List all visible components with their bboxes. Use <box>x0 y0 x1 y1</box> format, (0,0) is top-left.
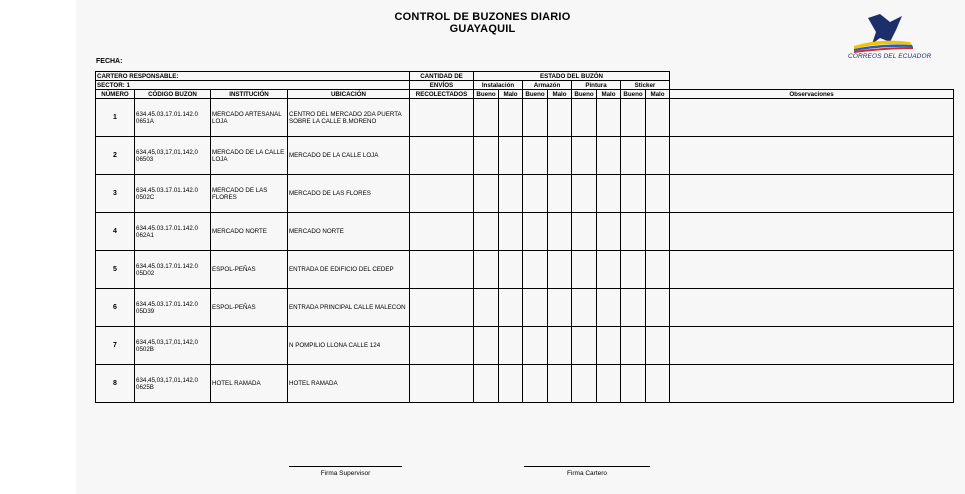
row-codigo: 634,45,03,17,01,142,0 06503 <box>135 137 211 175</box>
cartero-responsable-label: CARTERO RESPONSABLE: <box>96 72 410 81</box>
row-estado-cell <box>499 213 523 251</box>
row-estado-cell <box>474 175 499 213</box>
table-row <box>96 175 954 213</box>
firma-supervisor-label: Firma Supervisor <box>320 470 371 477</box>
row-numero: 6 <box>96 289 135 327</box>
row-estado-cell <box>621 213 646 251</box>
row-estado-cell <box>646 327 670 365</box>
correos-logo <box>850 12 960 62</box>
table-row <box>96 251 954 289</box>
row-estado-cell <box>499 137 523 175</box>
row-observaciones-cell <box>670 99 954 137</box>
row-estado-cell <box>621 175 646 213</box>
row-estado-cell <box>572 251 597 289</box>
row-estado-cell <box>474 289 499 327</box>
estado-group-instalacion: Instalación <box>474 81 523 90</box>
document-title-block <box>0 11 965 35</box>
row-estado-cell <box>597 251 621 289</box>
row-estado-cell <box>646 175 670 213</box>
row-institucion: MERCADO DE LA CALLE LOJA <box>211 137 288 175</box>
estado-group-pintura: Pintura <box>572 81 621 90</box>
row-observaciones-cell <box>670 213 954 251</box>
row-numero: 7 <box>96 327 135 365</box>
cantidad-label-line2: ENVÍOS <box>410 81 474 90</box>
row-estado-cell <box>597 213 621 251</box>
row-estado-cell <box>499 251 523 289</box>
row-estado-cell <box>572 327 597 365</box>
estado-group-sticker: Sticker <box>621 81 670 90</box>
row-estado-cell <box>474 99 499 137</box>
row-estado-cell <box>621 137 646 175</box>
row-ubicacion: N POMPILIO LLONA CALLE 124 <box>288 327 410 365</box>
row-estado-cell <box>621 327 646 365</box>
row-estado-cell <box>597 365 621 403</box>
row-observaciones-cell <box>670 251 954 289</box>
row-numero: 8 <box>96 365 135 403</box>
row-ubicacion: MERCADO NORTE <box>288 213 410 251</box>
row-estado-cell <box>572 213 597 251</box>
row-numero: 2 <box>96 137 135 175</box>
buzones-table <box>95 71 954 403</box>
row-ubicacion: HOTEL RAMADA <box>288 365 410 403</box>
row-estado-cell <box>523 137 548 175</box>
row-ubicacion: MERCADO DE LAS FLORES <box>288 175 410 213</box>
sector-label: SECTOR: 1 <box>96 81 410 90</box>
row-cantidad-cell <box>410 175 474 213</box>
row-numero: 3 <box>96 175 135 213</box>
table-body <box>96 99 954 403</box>
row-cantidad-cell <box>410 289 474 327</box>
row-estado-cell <box>523 175 548 213</box>
row-estado-cell <box>572 137 597 175</box>
firma-cartero-label: Firma Cartero <box>566 470 608 477</box>
blank-cell <box>670 72 954 81</box>
row-estado-cell <box>523 99 548 137</box>
signature-line-cartero <box>524 466 650 467</box>
estado-group-armazon: Armazón <box>523 81 572 90</box>
row-cantidad-cell <box>410 251 474 289</box>
row-estado-cell <box>523 289 548 327</box>
row-ubicacion: MERCADO DE LA CALLE LOJA <box>288 137 410 175</box>
blank-cell <box>670 81 954 90</box>
row-estado-cell <box>597 289 621 327</box>
col-header-bueno: Bueno <box>621 90 646 99</box>
row-estado-cell <box>572 99 597 137</box>
col-header-malo: Malo <box>499 90 523 99</box>
row-estado-cell <box>548 327 572 365</box>
col-header-codigo: CÓDIGO BUZON <box>135 90 211 99</box>
row-estado-cell <box>474 327 499 365</box>
table-row <box>96 137 954 175</box>
col-header-malo: Malo <box>597 90 621 99</box>
row-estado-cell <box>499 365 523 403</box>
row-estado-cell <box>474 137 499 175</box>
eagle-logo-icon <box>850 12 950 54</box>
row-estado-cell <box>548 137 572 175</box>
row-estado-cell <box>621 365 646 403</box>
row-institucion <box>211 327 288 365</box>
row-observaciones-cell <box>670 365 954 403</box>
row-estado-cell <box>646 251 670 289</box>
row-estado-cell <box>548 289 572 327</box>
row-estado-cell <box>548 175 572 213</box>
row-estado-cell <box>646 213 670 251</box>
row-estado-cell <box>499 99 523 137</box>
document-title: CONTROL DE BUZONES DIARIO <box>394 11 571 23</box>
row-estado-cell <box>548 213 572 251</box>
row-ubicacion: ENTRADA DE EDIFICIO DEL CEDEP <box>288 251 410 289</box>
row-observaciones-cell <box>670 289 954 327</box>
row-estado-cell <box>597 137 621 175</box>
row-codigo: 634.45.03.17.01.142.0 0502C <box>135 175 211 213</box>
row-institucion: MERCADO ARTESANAL LOJA <box>211 99 288 137</box>
row-estado-cell <box>621 99 646 137</box>
row-estado-cell <box>646 99 670 137</box>
row-cantidad-cell <box>410 365 474 403</box>
row-observaciones-cell <box>670 137 954 175</box>
col-header-malo: Malo <box>548 90 572 99</box>
col-header-numero: NÚMERO <box>96 90 135 99</box>
col-header-ubicacion: UBICACIÓN <box>288 90 410 99</box>
row-codigo: 634.45.03.17.01.142.0 0651A <box>135 99 211 137</box>
row-estado-cell <box>523 213 548 251</box>
estado-buzon-label: ESTADO DEL BUZÓN <box>474 72 670 81</box>
col-header-recolectados: RECOLECTADOS <box>410 90 474 99</box>
row-codigo: 634,45,03,17,01,142,0 0625B <box>135 365 211 403</box>
row-estado-cell <box>597 327 621 365</box>
row-estado-cell <box>474 251 499 289</box>
row-institucion: HOTEL RAMADA <box>211 365 288 403</box>
signature-line-supervisor <box>289 466 402 467</box>
row-estado-cell <box>597 175 621 213</box>
row-cantidad-cell <box>410 137 474 175</box>
row-institucion: MERCADO NORTE <box>211 213 288 251</box>
row-estado-cell <box>548 365 572 403</box>
table-row <box>96 327 954 365</box>
row-estado-cell <box>621 251 646 289</box>
row-codigo: 634.45.03.17.01.142.0 062A1 <box>135 213 211 251</box>
row-codigo: 634.45.03.17.01.142.0 05D39 <box>135 289 211 327</box>
row-estado-cell <box>572 175 597 213</box>
row-observaciones-cell <box>670 175 954 213</box>
row-estado-cell <box>646 365 670 403</box>
document-subtitle: GUAYAQUIL <box>449 23 516 35</box>
row-numero: 4 <box>96 213 135 251</box>
row-ubicacion: CENTRO DEL MERCADO 2DA PUERTA SOBRE LA CALLE B.MORENO <box>288 99 410 137</box>
row-observaciones-cell <box>670 327 954 365</box>
row-estado-cell <box>499 289 523 327</box>
table-row <box>96 213 954 251</box>
row-cantidad-cell <box>410 327 474 365</box>
row-estado-cell <box>523 251 548 289</box>
logo-text: CORREOS DEL ECUADOR <box>848 53 932 60</box>
col-header-bueno: Bueno <box>523 90 548 99</box>
col-header-malo: Malo <box>646 90 670 99</box>
col-header-bueno: Bueno <box>474 90 499 99</box>
table-row <box>96 365 954 403</box>
row-numero: 5 <box>96 251 135 289</box>
row-estado-cell <box>499 327 523 365</box>
row-estado-cell <box>548 99 572 137</box>
row-estado-cell <box>646 289 670 327</box>
row-estado-cell <box>523 327 548 365</box>
row-institucion: ESPOL-PEÑAS <box>211 289 288 327</box>
row-estado-cell <box>621 289 646 327</box>
fecha-label: FECHA: <box>96 58 123 65</box>
table-row <box>96 99 954 137</box>
col-header-institucion: INSTITUCIÓN <box>211 90 288 99</box>
row-institucion: ESPOL-PEÑAS <box>211 251 288 289</box>
col-header-observaciones: Observaciones <box>670 90 954 99</box>
row-numero: 1 <box>96 99 135 137</box>
row-institucion: MERCADO DE LAS FLORES <box>211 175 288 213</box>
row-estado-cell <box>572 365 597 403</box>
row-ubicacion: ENTRADA PRINCIPAL CALLE MALECON <box>288 289 410 327</box>
row-codigo: 634,45,03,17,01,142,0 0502B <box>135 327 211 365</box>
row-codigo: 634.45.03.17.01.142.0 05D02 <box>135 251 211 289</box>
row-estado-cell <box>646 137 670 175</box>
table-row <box>96 289 954 327</box>
row-estado-cell <box>597 99 621 137</box>
row-cantidad-cell <box>410 213 474 251</box>
row-estado-cell <box>474 365 499 403</box>
row-estado-cell <box>548 251 572 289</box>
row-estado-cell <box>499 175 523 213</box>
row-estado-cell <box>474 213 499 251</box>
row-estado-cell <box>523 365 548 403</box>
row-cantidad-cell <box>410 99 474 137</box>
col-header-bueno: Bueno <box>572 90 597 99</box>
cantidad-label-line1: CANTIDAD DE <box>410 72 474 81</box>
row-estado-cell <box>572 289 597 327</box>
